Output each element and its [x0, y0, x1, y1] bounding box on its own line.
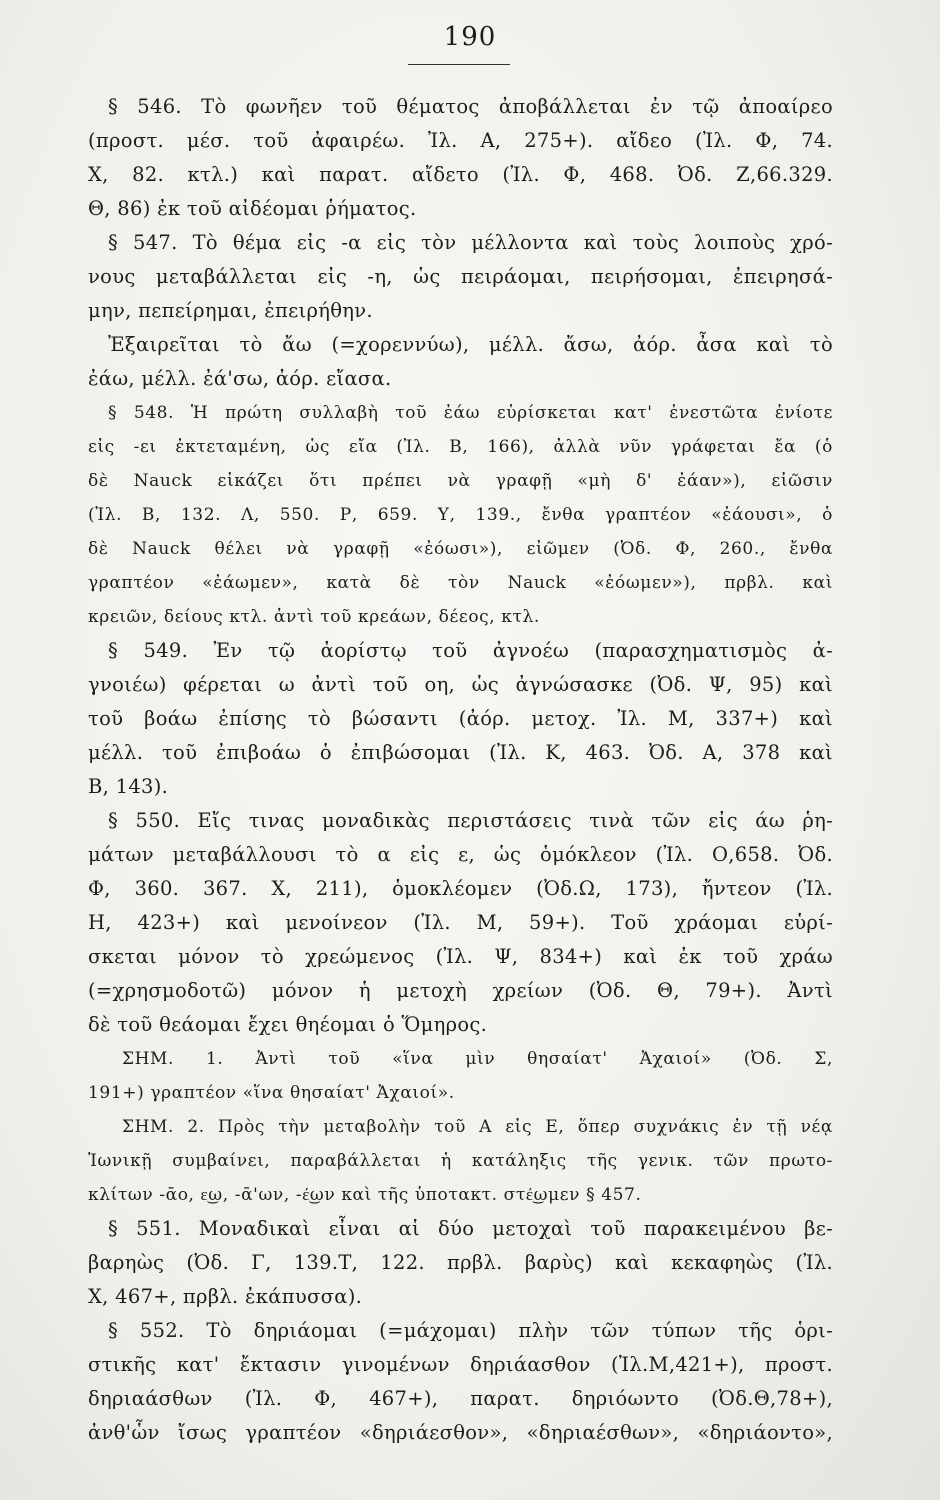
text-line: (=χρησμοδοτῶ) μόνον ἡ μετοχὴ χρείων (Ὀδ. Θ, 79+). Ἀντὶ: [88, 979, 833, 1002]
text-line: μην, πεπείρημαι, ἐπειρήθην.: [88, 299, 373, 322]
text-line: § 552. Τὸ δηριάομαι (=μάχομαι) πλὴν τῶν τύπων τῆς ὁρι-: [108, 1319, 833, 1342]
text-line: ΣΗΜ. 1. Ἀντὶ τοῦ «ἵνα μὶν θησαίατ' Ἀχαιοί» (Ὀδ. Σ,: [122, 1049, 833, 1069]
text-line: § 551. Μοναδικαὶ εἶναι αἱ δύο μετοχαὶ τοῦ παρακειμένου βε-: [108, 1217, 833, 1240]
text-line: Φ, 360. 367. Χ, 211), ὁμοκλέομεν (Ὀδ.Ω, 173), ἤντεον (Ἰλ.: [88, 877, 833, 900]
text-line: § 549. Ἐν τῷ ἀορίστῳ τοῦ ἀγνοέω (παρασχηματισμὸς ἀ-: [108, 639, 833, 662]
text-body: [88, 90, 833, 1450]
text-line: Ἰωνικῇ συμβαίνει, παραβάλλεται ἡ κατάληξις τῆς γενικ. τῶν πρωτο-: [88, 1151, 833, 1171]
text-line: γνοιέω) φέρεται ω ἀντὶ τοῦ οη, ὡς ἀγνώσασκε (Ὀδ. Ψ, 95) καὶ: [88, 673, 833, 696]
text-line: στικῆς κατ' ἔκτασιν γινομένων δηριάασθον (Ἰλ.Μ,421+), προστ.: [88, 1353, 833, 1376]
text-line: δὲ Nauck εἰκάζει ὅτι πρέπει νὰ γραφῇ «μὴ δ' ἐάαν»), εἰῶσιν: [88, 471, 833, 491]
text-line: μέλλ. τοῦ ἐπιβοάω ὁ ἐπιβώσομαι (Ἰλ. Κ, 463. Ὀδ. Α, 378 καὶ: [88, 741, 833, 764]
page-number: 190: [443, 22, 497, 52]
header-rule: [408, 64, 510, 65]
text-line: Χ, 467+, πρβλ. ἐκάπυσσα).: [88, 1285, 363, 1308]
text-line: κλίτων -ᾱο, ε͜ω, -ᾱ'ων, -έ͜ων καὶ τῆς ὑποτακτ. στέ͜ωμεν § 457.: [88, 1185, 642, 1205]
text-line: Θ, 86) ἐκ τοῦ αἰδέομαι ῥήματος.: [88, 197, 417, 220]
text-line: δὲ τοῦ θεάομαι ἔχει θηέομαι ὁ Ὅμηρος.: [88, 1013, 488, 1036]
text-line: Η, 423+) καὶ μενοίνεον (Ἰλ. Μ, 59+). Τοῦ χράομαι εὑρί-: [88, 911, 833, 934]
text-line: ἐάω, μέλλ. ἐά'σω, ἀόρ. εἴασα.: [88, 367, 392, 390]
text-line: εἰς -ει ἐκτεταμένη, ὡς εἴα (Ἰλ. Β, 166), ἀλλὰ νῦν γράφεται ἔα (ὁ: [88, 437, 833, 457]
text-line: (Ἰλ. Β, 132. Λ, 550. Ρ, 659. Υ, 139., ἔνθα γραπτέον «ἐάουσι», ὁ: [88, 505, 833, 525]
text-line: § 547. Τὸ θέμα εἰς -α εἰς τὸν μέλλοντα καὶ τοὺς λοιποὺς χρό-: [108, 231, 833, 254]
text-line: § 548. Ἡ πρώτη συλλαβὴ τοῦ ἐάω εὑρίσκεται κατ' ἐνεστῶτα ἐνίοτε: [108, 403, 833, 423]
text-line: Β, 143).: [88, 775, 169, 798]
text-line: ΣΗΜ. 2. Πρὸς τὴν μεταβολὴν τοῦ Α εἰς Ε, ὅπερ συχνάκις ἐν τῇ νέᾳ: [122, 1117, 833, 1137]
text-line: 191+) γραπτέον «ἵνα θησαίατ' Ἀχαιοί».: [88, 1083, 455, 1103]
text-line: γραπτέον «ἐάωμεν», κατὰ δὲ τὸν Nauck «ἐόωμεν»), πρβλ. καὶ: [88, 573, 833, 593]
text-line: κρειῶν, δείους κτλ. ἀντὶ τοῦ κρεάων, δέεος, κτλ.: [88, 607, 540, 627]
text-line: § 550. Εἴς τινας μοναδικὰς περιστάσεις τινὰ τῶν εἰς άω ῥη-: [108, 809, 833, 832]
text-line: δηριαάσθων (Ἰλ. Φ, 467+), παρατ. δηριόωντο (Ὀδ.Θ,78+),: [88, 1387, 833, 1410]
text-line: ἀνθ'ὧν ἴσως γραπτέον «δηριάεσθον», «δηριαέσθων», «δηριάοντο»,: [88, 1421, 833, 1444]
text-line: μάτων μεταβάλλουσι τὸ α εἰς ε, ὡς ὁμόκλεον (Ἰλ. Ο,658. Ὀδ.: [88, 843, 833, 866]
text-line: Ἐξαιρεῖται τὸ ἄω (=χορεννύω), μέλλ. ἄσω, ἀόρ. ἆσα καὶ τὸ: [108, 333, 833, 356]
text-line: νους μεταβάλλεται εἰς -η, ὡς πειράομαι, πειρήσομαι, ἐπειρησά-: [88, 265, 833, 288]
text-line: σκεται μόνον τὸ χρεώμενος (Ἰλ. Ψ, 834+) καὶ ἐκ τοῦ χράω: [88, 945, 833, 968]
text-line: § 546. Τὸ φωνῆεν τοῦ θέματος ἀποβάλλεται ἐν τῷ ἀποαίρεο: [108, 95, 833, 118]
text-line: τοῦ βοάω ἐπίσης τὸ βώσαντι (ἀόρ. μετοχ. Ἰλ. Μ, 337+) καὶ: [88, 707, 833, 730]
text-line: Χ, 82. κτλ.) καὶ παρατ. αἴδετο (Ἰλ. Φ, 468. Ὀδ. Ζ,66.329.: [88, 163, 833, 186]
text-line: δὲ Nauck θέλει νὰ γραφῇ «ἐόωσι»), εἰῶμεν (Ὀδ. Φ, 260., ἔνθα: [88, 539, 833, 559]
text-line: βαρηὼς (Ὀδ. Γ, 139.Τ, 122. πρβλ. βαρὺς) καὶ κεκαφηὼς (Ἰλ.: [88, 1251, 833, 1274]
text-line: (προστ. μέσ. τοῦ ἀφαιρέω. Ἰλ. Α, 275+). αἴδεο (Ἰλ. Φ, 74.: [88, 129, 833, 152]
